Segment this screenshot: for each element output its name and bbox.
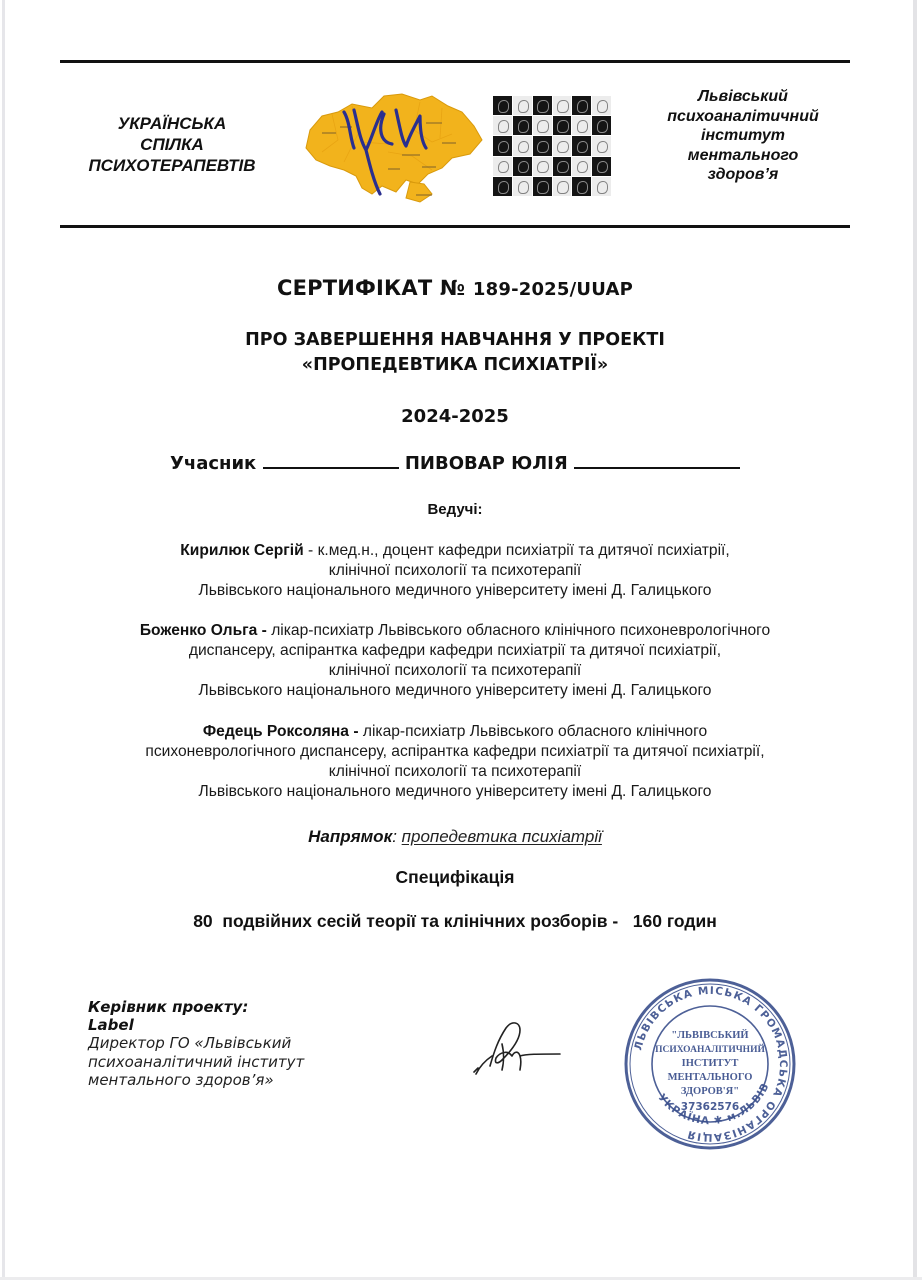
svg-text:УКРАЇНА ✱ м.ЛЬВІВ: УКРАЇНА ✱ м.ЛЬВІВ [655, 1080, 772, 1128]
leader-entry [40, 621, 870, 701]
direction-colon: : [392, 827, 402, 846]
org-right-line: Львівський [698, 88, 788, 105]
org-right-line: ментального [687, 146, 799, 164]
header-top-rule [60, 60, 850, 63]
certificate-number: 189-2025/UUAP [472, 279, 634, 300]
years: 2024-2025 [401, 406, 509, 427]
sessions-count: 80 [193, 911, 213, 931]
leader-desc-line: клінічної психології та психотерапії [328, 562, 582, 579]
header-bottom-rule [60, 225, 850, 228]
participant-label: Учасник [169, 453, 257, 474]
svg-text:"ЛЬВІВСЬКИЙ: "ЛЬВІВСЬКИЙ [671, 1030, 749, 1041]
leader-dash: - [257, 622, 272, 639]
participant-line [0, 453, 910, 474]
leader-name: Федець Роксоляна [202, 723, 349, 740]
leader-dash: - [348, 723, 363, 740]
org-right-title [648, 87, 838, 185]
org-right-line: психоаналітичний [667, 107, 819, 125]
leader-desc-line: к.мед.н., доцент кафедри психіатрії та дитячої психіатрії, [317, 542, 730, 559]
svg-text:ІНСТИТУТ: ІНСТИТУТ [681, 1058, 739, 1069]
leader-desc-line: лікар-психіатр Львівського обласного клінічного психоневрологічного [271, 622, 771, 639]
leader-entry [40, 541, 870, 601]
organization-stamp [622, 976, 798, 1152]
svg-text:ЗДОРОВ'Я": ЗДОРОВ'Я" [680, 1086, 740, 1097]
leader-desc-line: лікар-психіатр Львівського обласного клінічного [362, 723, 708, 740]
leaders-label: Ведучі: [427, 501, 483, 518]
page-edge-left [2, 0, 5, 1280]
leader-desc-line: диспансеру, аспірантка кафедри кафедри психіатрії та дитячої психіатрії, [188, 642, 722, 659]
project-lead-block [88, 998, 408, 1089]
specification-label: Специфікація [395, 867, 515, 887]
leader-desc-line: психоневрологічного диспансеру, аспірантка кафедри психіатрії та дитячої психіатрії, [145, 743, 765, 760]
project-lead-position: ментального здоров’я» [88, 1070, 274, 1089]
page-edge-right [913, 0, 917, 1280]
specification-line [0, 911, 910, 932]
org-left-line: УКРАЇНСЬКА [117, 114, 227, 133]
leader-name: Кирилюк Сергій [180, 542, 304, 559]
direction-label: Напрямок [308, 827, 393, 846]
svg-text:ЛЬВІВСЬКА МІСЬКА ГРОМАДСЬКА ОР: ЛЬВІВСЬКА МІСЬКА ГРОМАДСЬКА ОРГАНІЗАЦІЯ [632, 984, 790, 1144]
project-lead-position: Директор ГО «Львівський [88, 1034, 292, 1053]
leader-name: Боженко Ольга [139, 622, 258, 639]
sessions-text: подвійних сесій теорії та клінічних розборів - [222, 911, 619, 931]
org-left-line: ПСИХОТЕРАПЕВТІВ [88, 156, 256, 175]
direction-line [0, 827, 910, 847]
svg-text:37362576: 37362576 [680, 1101, 740, 1113]
leader-desc-line: Львівського національного медичного університету імені Д. Галицького [198, 783, 712, 800]
signature-icon [468, 1016, 564, 1082]
org-left-line: СПІЛКА [140, 135, 204, 154]
project-lead-name: Label [88, 1016, 134, 1035]
certificate-title-prefix: СЕРТИФІКАТ № [276, 276, 466, 300]
blank-underline [263, 455, 399, 469]
project-lead-position: психоаналітичний інститут [88, 1052, 305, 1071]
org-right-line: інститут [701, 127, 785, 144]
leader-desc-line: клінічної психології та психотерапії [328, 763, 582, 780]
checkered-art-logo [493, 96, 611, 196]
ukraine-map-logo [292, 82, 488, 208]
org-right-line: здоров’я [707, 166, 779, 183]
blank-underline [574, 455, 740, 469]
participant-name: ПИВОВАР ЮЛІЯ [404, 453, 568, 474]
leader-desc-line: Львівського національного медичного університету імені Д. Галицького [198, 682, 712, 699]
direction-value: пропедевтика психіатрії [401, 827, 602, 846]
project-lead-title: Керівник проекту: [88, 998, 249, 1016]
certificate-title [0, 276, 910, 300]
project-description [0, 328, 910, 378]
svg-text:МЕНТАЛЬНОГО: МЕНТАЛЬНОГО [667, 1072, 753, 1083]
project-about-line: ПРО ЗАВЕРШЕННЯ НАВЧАННЯ У ПРОЕКТІ [245, 330, 665, 350]
leader-entry [40, 722, 870, 802]
hours-total: 160 годин [632, 911, 717, 931]
org-left-title [62, 113, 282, 176]
project-name: «ПРОПЕДЕВТИКА ПСИХІАТРІЇ» [301, 355, 609, 375]
svg-text:ПСИХОАНАЛІТИЧНИЙ: ПСИХОАНАЛІТИЧНИЙ [655, 1045, 765, 1055]
leader-dash: - [303, 542, 318, 559]
leader-desc-line: клінічної психології та психотерапії [328, 662, 582, 679]
leader-desc-line: Львівського національного медичного університету імені Д. Галицького [198, 582, 712, 599]
